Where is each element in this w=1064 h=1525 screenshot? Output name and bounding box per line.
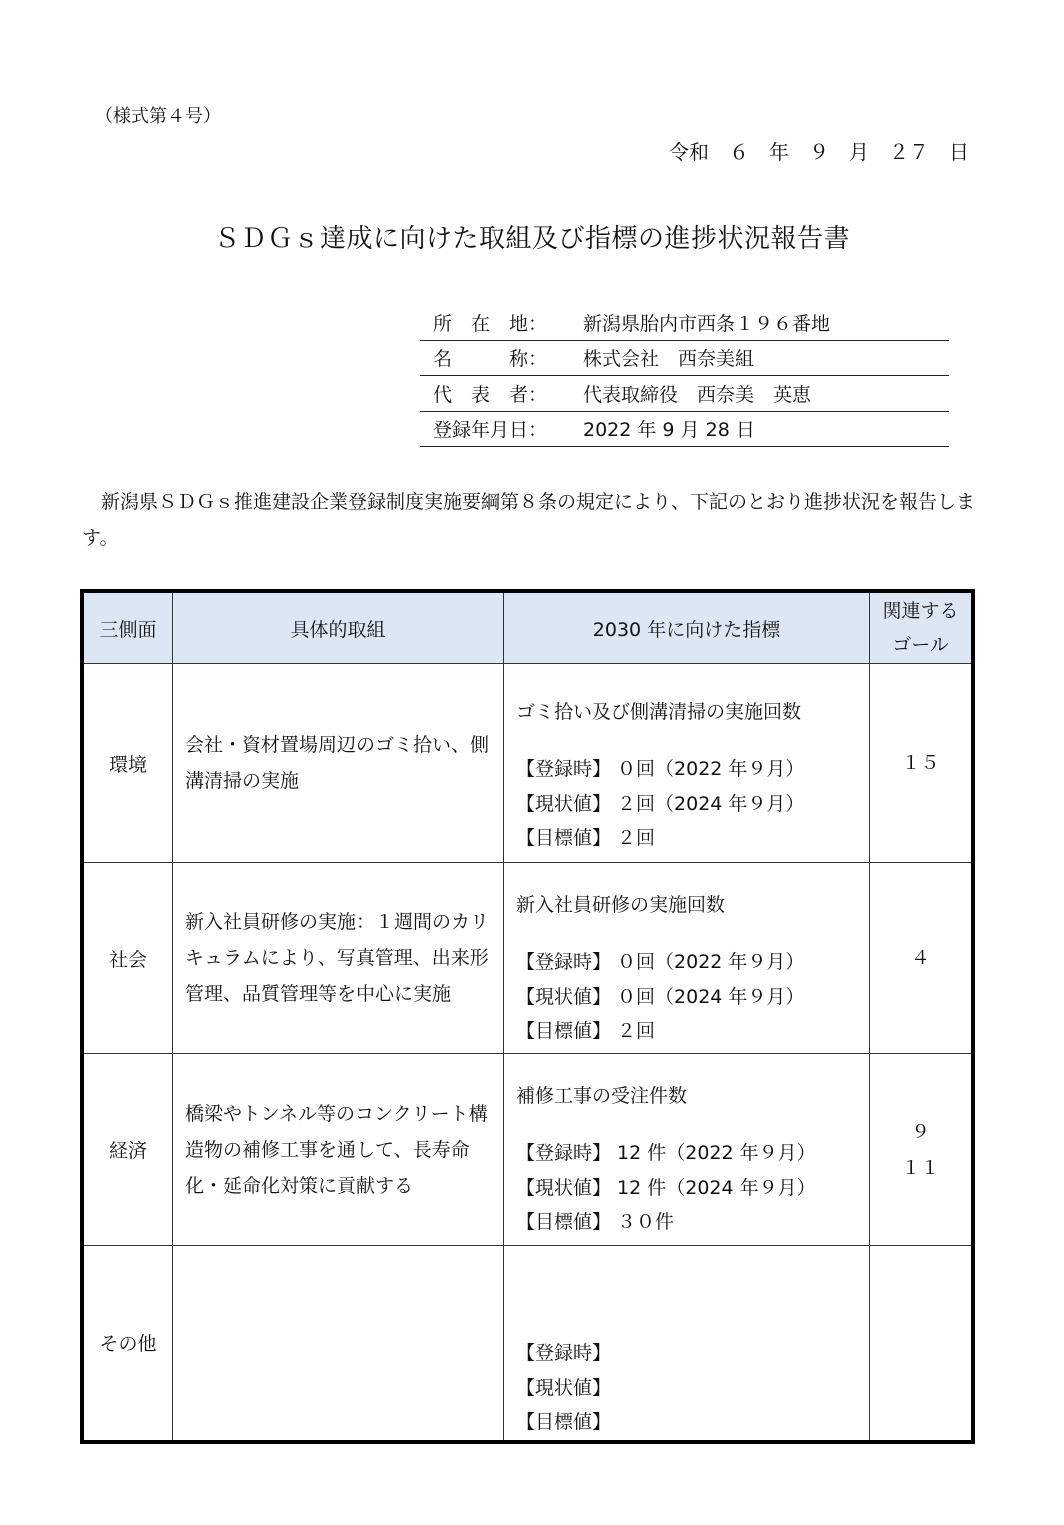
indicator-target: 【目標値】 ３０件	[516, 1211, 675, 1233]
header-goal-line2: ゴール	[892, 634, 949, 656]
indicator-cell	[504, 1054, 870, 1246]
indicator-cell	[504, 664, 870, 863]
indicator-current: 【現状値】 ２回（2024 年９月）	[516, 792, 805, 815]
document-title: ＳＤＧｓ達成に向けた取組及び指標の進捗状況報告書	[213, 224, 850, 254]
info-value: 新潟県胎内市西条１９６番地	[583, 312, 831, 335]
indicator-current: 【現状値】 12 件（2024 年９月）	[516, 1176, 816, 1199]
info-label: 所 在 地：	[433, 312, 548, 335]
activity-cell: 新入社員研修の実施：１週間のカリキュラムにより、写真管理、出来形管理、品質管理等を中心に実施	[173, 863, 504, 1054]
indicator-cell	[504, 863, 870, 1054]
indicator-registered: 【登録時】 ０回（2022 年９月）	[516, 951, 805, 973]
info-label: 登録年月日：	[433, 419, 548, 442]
indicator-target: 【目標値】	[516, 1411, 612, 1433]
company-info	[420, 305, 949, 447]
form-number: （様式第４号）	[95, 106, 221, 127]
info-value: 株式会社 西奈美組	[583, 348, 755, 371]
table-header-row	[82, 591, 973, 664]
goal-cell: ９ １１	[870, 1054, 974, 1246]
table-row	[82, 863, 973, 1054]
indicator-registered: 【登録時】 ０回（2022 年９月）	[516, 758, 805, 780]
progress-table	[80, 589, 975, 1444]
indicator-current: 【現状値】	[516, 1376, 612, 1399]
indicator-registered: 【登録時】 12 件（2022 年９月）	[516, 1142, 816, 1164]
info-row-location	[420, 305, 949, 341]
info-label: 代 表 者：	[433, 383, 548, 406]
table-row	[82, 1246, 973, 1442]
info-value: 代表取締役 西奈美 英恵	[583, 383, 812, 406]
aspect-cell: 環境	[82, 664, 173, 863]
goal-cell	[870, 1246, 974, 1442]
info-label: 名 称：	[433, 348, 548, 371]
indicator-current: 【現状値】 ０回（2024 年９月）	[516, 985, 805, 1008]
report-date: 令和 ６ 年 ９ 月 ２７ 日	[669, 140, 969, 164]
indicator-title	[516, 1246, 861, 1336]
header-goal	[870, 591, 974, 664]
indicator-cell	[504, 1246, 870, 1442]
goal-cell: １５	[870, 664, 974, 863]
goal-cell: ４	[870, 863, 974, 1054]
activity-cell: 会社・資材置場周辺のゴミ拾い、側溝清掃の実施	[173, 664, 504, 863]
activity-cell	[173, 1246, 504, 1442]
indicator-title: 補修工事の受注件数	[516, 1085, 688, 1107]
indicator-title: 新入社員研修の実施回数	[516, 894, 726, 916]
indicator-title: ゴミ拾い及び側溝清掃の実施回数	[516, 701, 802, 723]
indicator-target: 【目標値】 ２回	[516, 1020, 656, 1042]
aspect-cell: 社会	[82, 863, 173, 1054]
info-row-representative	[420, 376, 949, 412]
aspect-cell: 経済	[82, 1054, 173, 1246]
header-goal-line1: 関連する	[882, 600, 959, 622]
info-row-name	[420, 341, 949, 377]
header-indicator: 2030 年に向けた指標	[504, 591, 870, 664]
table-row	[82, 1054, 973, 1246]
header-activity: 具体的取組	[173, 591, 504, 664]
aspect-cell: その他	[82, 1246, 173, 1442]
indicator-registered: 【登録時】	[516, 1342, 612, 1364]
indicator-target: 【目標値】 ２回	[516, 827, 656, 849]
intro-paragraph: 新潟県ＳＤＧｓ推進建設企業登録制度実施要綱第８条の規定により、下記のとおり進捗状況を報告します。	[82, 491, 976, 549]
info-value: 2022 年 9 月 28 日	[583, 419, 755, 442]
activity-cell: 橋梁やトンネル等のコンクリート構造物の補修工事を通して、長寿命化・延命化対策に貢献する	[173, 1054, 504, 1246]
table-row	[82, 664, 973, 863]
header-aspect: 三側面	[82, 591, 173, 664]
info-row-registration-date	[420, 412, 949, 448]
